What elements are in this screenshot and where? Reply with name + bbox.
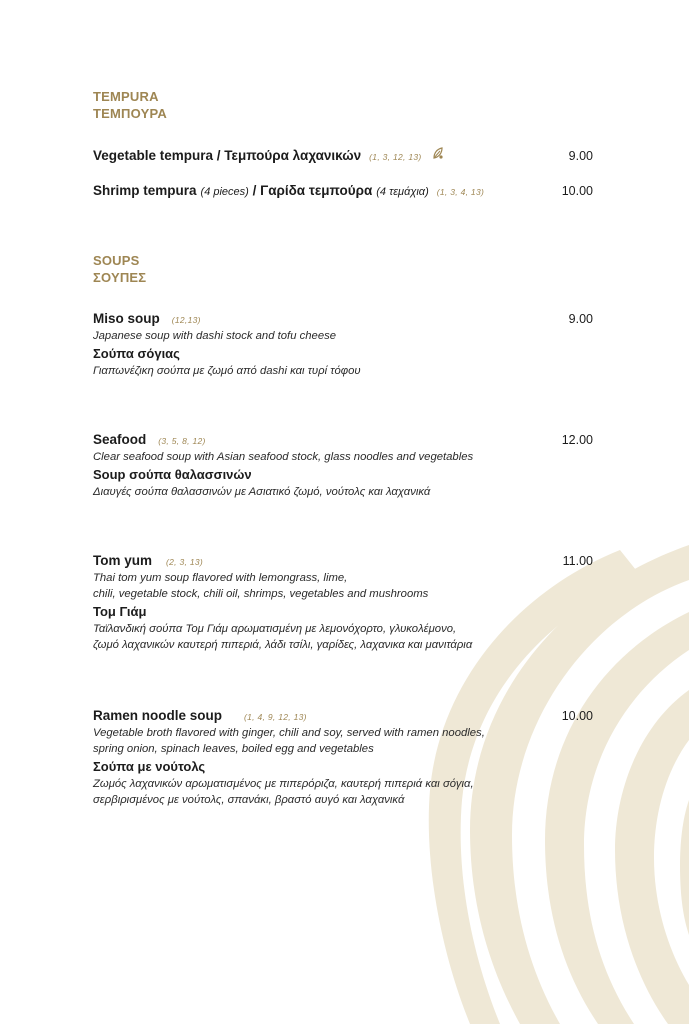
- item-name: Miso soup: [93, 311, 160, 326]
- item-name: Seafood: [93, 432, 147, 447]
- menu-content: [93, 88, 593, 808]
- allergen-codes: (1, 3, 4, 13): [436, 187, 485, 197]
- item-name: Vegetable tempura / Τεμπούρα λαχανικών: [93, 148, 362, 163]
- item-name-en: Shrimp tempura: [93, 183, 197, 198]
- section-title-gr: ΤΕΜΠΟΥΡΑ: [93, 106, 167, 121]
- item-price: 9.00: [568, 312, 593, 326]
- item-portion-gr: (4 τεμάχια): [376, 186, 429, 198]
- item-name: Ramen noodle soup: [93, 708, 223, 723]
- item-name-separator: /: [248, 183, 261, 198]
- menu-item-tom-yum: [93, 552, 593, 653]
- item-price: 11.00: [562, 554, 593, 568]
- section-title-en: SOUPS: [93, 253, 140, 268]
- item-description-gr: Διαυγές σούπα θαλασσινών με Ασιατικό ζωμό, νούτολς και λαχανικά: [93, 486, 431, 498]
- item-name-gr: Τομ Γιάμ: [93, 604, 147, 619]
- menu-item-ramen-noodle-soup: [93, 707, 593, 808]
- item-description-en-line-1: Vegetable broth flavored with ginger, chili and soy, served with ramen noodles,: [93, 727, 485, 739]
- item-name-gr: Soup σούπα θαλασσινών: [93, 467, 252, 482]
- tempura-section: [93, 88, 593, 200]
- item-name-gr: Σούπα σόγιας: [93, 346, 180, 361]
- allergen-codes: (1, 3, 12, 13): [369, 152, 422, 162]
- item-description-en: Clear seafood soup with Asian seafood stock, glass noodles and vegetables: [93, 451, 474, 463]
- menu-item-vegetable-tempura: [93, 147, 593, 165]
- item-price: 12.00: [561, 433, 593, 447]
- leaf-icon: [432, 147, 444, 160]
- item-description-en-line-2: spring onion, spinach leaves, boiled egg and vegetables: [93, 743, 374, 755]
- item-portion-en: (4 pieces): [200, 186, 249, 198]
- item-description-en: Japanese soup with dashi stock and tofu cheese: [93, 330, 337, 342]
- allergen-codes: (3, 5, 8, 12): [158, 436, 206, 446]
- item-name: Tom yum: [93, 553, 153, 568]
- item-price: 9.00: [568, 149, 593, 163]
- section-title-en: TEMPURA: [93, 89, 159, 104]
- item-name-gr: Γαρίδα τεμπούρα: [260, 183, 373, 198]
- section-title-gr: ΣΟΥΠΕΣ: [93, 270, 147, 285]
- allergen-codes: (1, 4, 9, 12, 13): [244, 712, 307, 722]
- item-description-gr-line-1: Ταϊλανδική σούπα Τομ Γιάμ αρωματισμένη με λεμονόχορτο, γλυκολέμονο,: [93, 623, 457, 635]
- item-description-gr-line-2: σερβιρισμένος με νούτολς, σπανάκι, βραστό αυγό και λαχανικά: [93, 794, 405, 806]
- allergen-codes: (12,13): [171, 315, 201, 325]
- item-price: 10.00: [561, 184, 593, 198]
- item-description-gr-line-1: Ζωμός λαχανικών αρωματισμένος με πιπερόριζα, καυτερή πιπεριά και σόγια,: [93, 778, 474, 790]
- menu-item-seafood-soup: [93, 431, 593, 500]
- menu-item-shrimp-tempura: [93, 182, 593, 200]
- item-description-en-line-1: Thai tom yum soup flavored with lemongrass, lime,: [93, 572, 348, 584]
- item-name-gr: Σούπα με νούτολς: [93, 759, 206, 774]
- item-description-gr: Γιαπωνέζικη σούπα με ζωμό από dashi και τυρί τόφου: [93, 365, 361, 377]
- item-description-en-line-2: chili, vegetable stock, chili oil, shrimps, vegetables and mushrooms: [93, 588, 429, 600]
- allergen-codes: (2, 3, 13): [166, 557, 204, 567]
- menu-item-miso-soup: [93, 310, 593, 379]
- item-price: 10.00: [561, 709, 593, 723]
- item-description-gr-line-2: ζωμό λαχανικών καυτερή πιπεριά, λάδι τσίλι, γαρίδες, λαχανικα και μανιτάρια: [93, 639, 473, 651]
- soups-section: [93, 252, 593, 808]
